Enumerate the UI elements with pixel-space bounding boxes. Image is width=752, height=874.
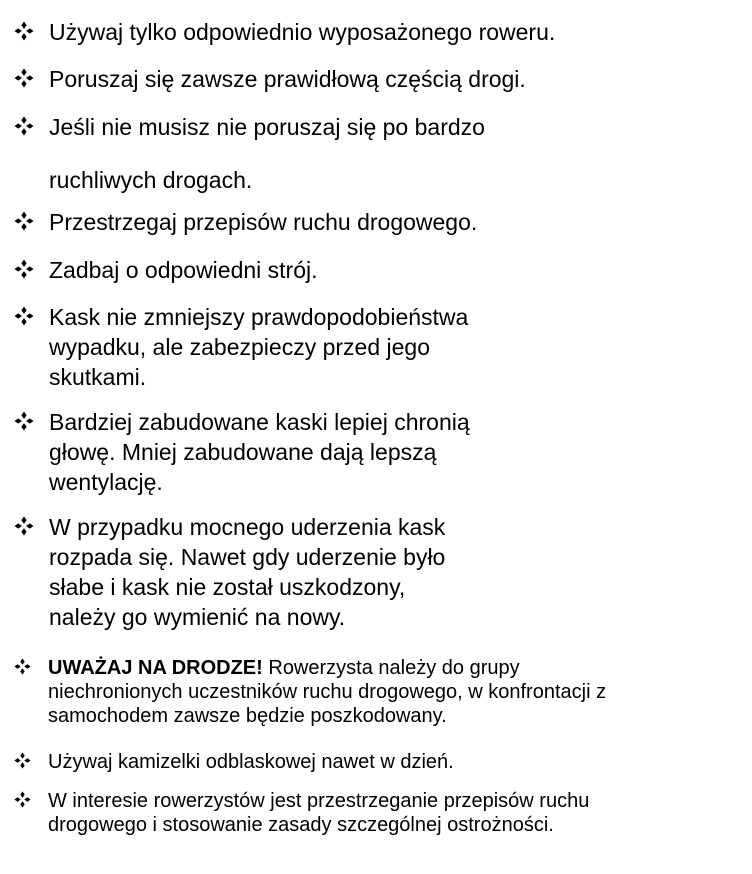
diamond-bullet-icon: [14, 259, 34, 279]
diamond-bullet-icon: [14, 516, 34, 536]
diamond-bullet-icon: [14, 791, 31, 808]
warning-text: Rowerzysta należy do grupy niechronionych uczestników ruchu drogowego, w konfrontacji z samochodem zawsze będzie poszkodowany.: [48, 657, 607, 727]
list-item-text: Kask nie zmniejszy prawdopodobieństwa wypadku, ale zabezpieczy przed jego skutkami.: [49, 304, 469, 390]
list-item-text: W przypadku mocnego uderzenia kask rozpada się. Nawet gdy uderzenie było słabe i kask nie został uszkodzony, należy go wymienić na nowy.: [49, 514, 446, 630]
list-item-text: Jeśli nie musisz nie poruszaj się po bardzo ruchliwych drogach.: [49, 114, 485, 193]
diamond-bullet-icon: [14, 752, 31, 769]
diamond-bullet-icon: [14, 211, 34, 231]
list-item-text: W interesie rowerzystów jest przestrzeganie przepisów ruchu drogowego i stosowanie zasady szczególnej ostrożności.: [48, 790, 590, 836]
diamond-bullet-icon: [14, 306, 34, 326]
diamond-bullet-icon: [14, 116, 34, 136]
diamond-bullet-icon: [14, 21, 34, 41]
list-item-text: Zadbaj o odpowiedni strój.: [49, 257, 318, 283]
list-item-text: [48, 656, 738, 728]
list-item-text: Używaj tylko odpowiednio wyposażonego roweru.: [49, 19, 556, 45]
diamond-bullet-icon: [14, 658, 31, 675]
list-item-text: Używaj kamizelki odblaskowej nawet w dzień.: [48, 751, 454, 773]
warning-heading: UWAŻAJ NA DRODZE!: [48, 657, 263, 679]
diamond-bullet-icon: [14, 68, 34, 88]
list-item-text: Bardziej zabudowane kaski lepiej chronią głowę. Mniej zabudowane dają lepszą wentylację.: [49, 409, 470, 495]
list-item-text: Poruszaj się zawsze prawidłową częścią drogi.: [49, 66, 526, 92]
list-item-text: Przestrzegaj przepisów ruchu drogowego.: [49, 209, 478, 235]
diamond-bullet-icon: [14, 411, 34, 431]
